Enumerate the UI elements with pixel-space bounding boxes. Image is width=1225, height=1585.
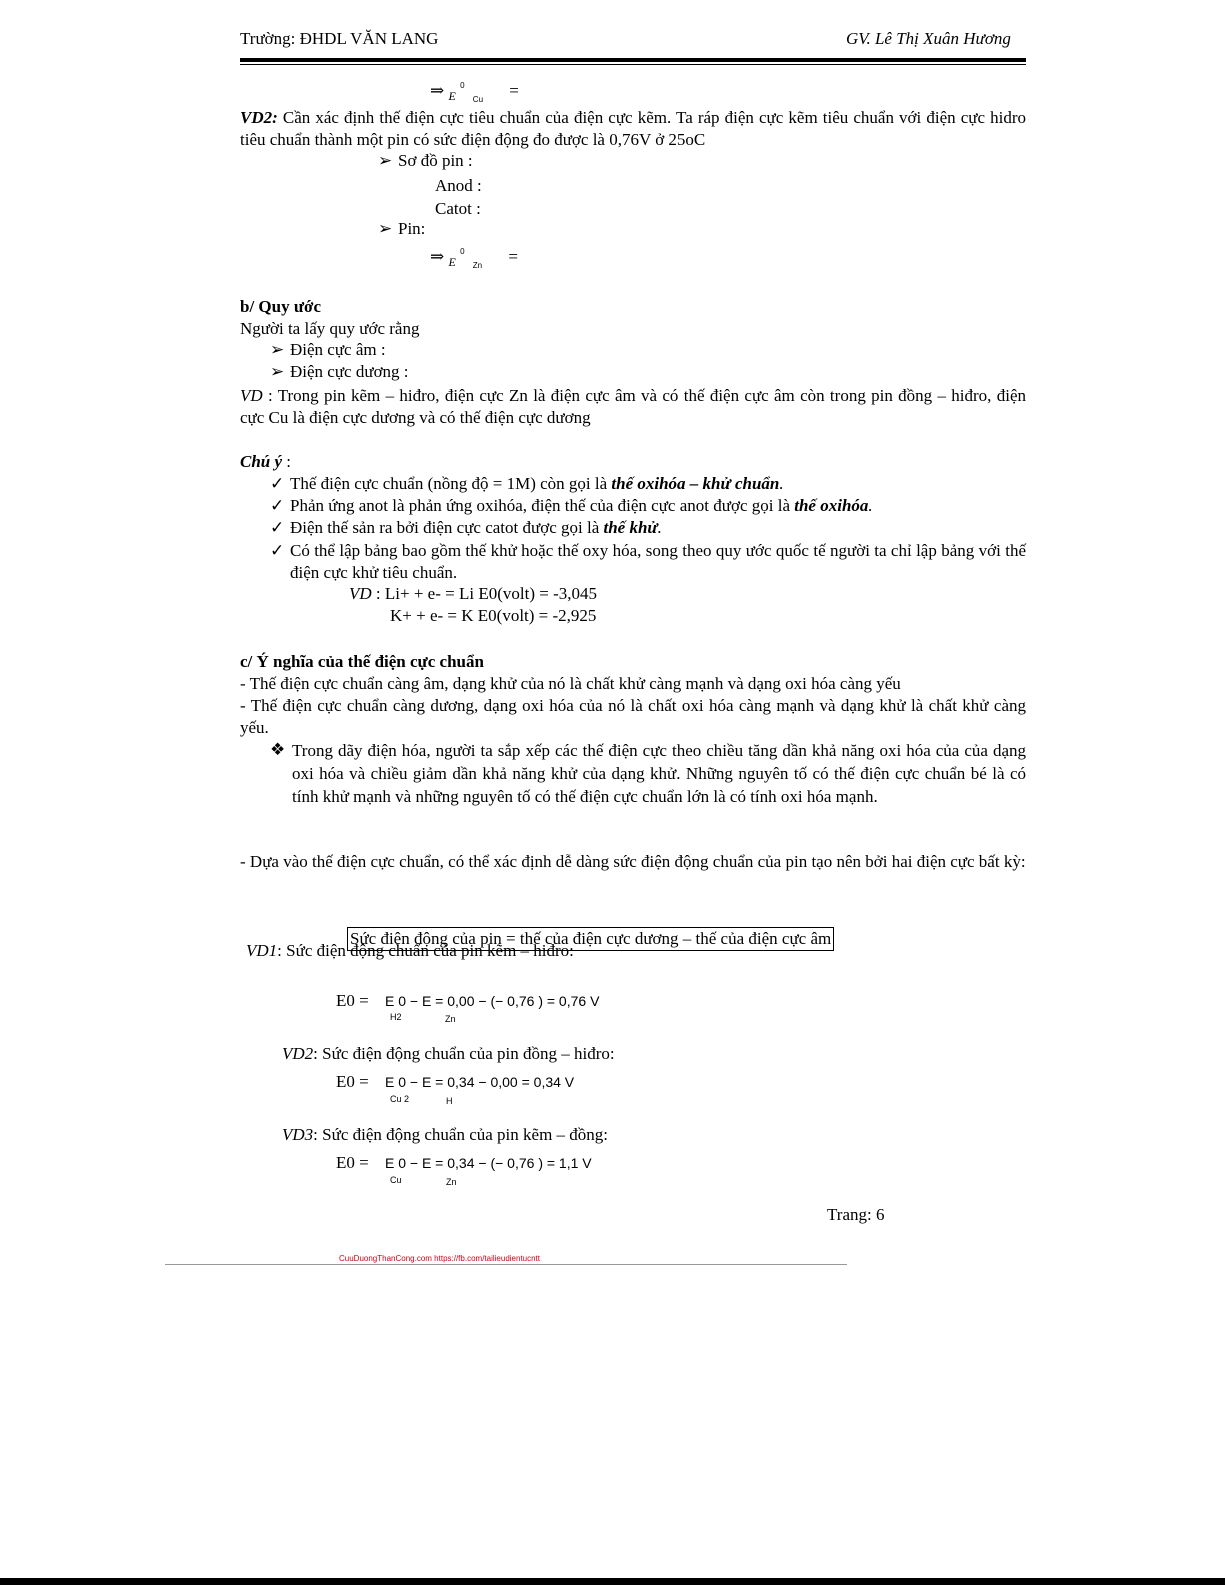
vd2-example-label: VD2 <box>282 1044 314 1063</box>
implies-arrow: ⇒ <box>430 247 445 266</box>
note-item-1-emph: thế oxihóa – khử chuẩn <box>611 474 780 493</box>
note-item-1-end: . <box>779 474 784 493</box>
pin-item <box>378 218 425 240</box>
pos-electrode-label: Điện cực dương : <box>290 362 409 381</box>
vd1-line <box>246 940 574 962</box>
diagram-item <box>378 150 473 172</box>
equation-cu <box>430 80 519 105</box>
page-number: Trang: 6 <box>827 1205 885 1224</box>
equation-zn <box>430 246 518 271</box>
check-icon: ✓ <box>270 541 285 560</box>
vd3-line <box>282 1124 608 1146</box>
potassium-reaction: K+ + e- = K E0(volt) = -2,925 <box>390 606 597 625</box>
zn-subscript: Zn <box>472 261 483 270</box>
vd-label: VD <box>240 386 263 405</box>
header-teacher: GV. Lê Thị Xuân Hương <box>846 29 1011 48</box>
section-c-line2: - Thế điện cực chuẩn càng dương, dạng oxi hóa của nó là chất oxi hóa càng mạnh và dạng khử là chất khử càng yếu. <box>240 696 1026 737</box>
eq3 <box>336 1152 592 1174</box>
equals-sign: = <box>508 247 518 266</box>
section-c-line3: - Dựa vào thế điện cực chuẩn, có thể xác định dễ dàng sức điện động chuẩn của pin tạo nên bởi hai điện cực bất kỳ: <box>240 852 1026 871</box>
arrow-bullet-icon: ➢ <box>270 362 285 381</box>
eq3-sub1: Cu <box>390 1175 402 1185</box>
pin-label: Pin: <box>398 219 426 238</box>
footer-divider <box>165 1264 847 1265</box>
section-c-title: c/ Ý nghĩa của thế điện cực chuẩn <box>240 652 484 671</box>
eq2 <box>336 1071 574 1093</box>
emf-formula-box: Sức điện động của pin = thế của điện cực dương – thế của điện cực âm <box>347 927 834 951</box>
vd2-label: VD2: <box>240 108 278 127</box>
eq2-lhs: E0 = <box>336 1072 369 1091</box>
section-b-title: b/ Quy ước <box>240 297 322 316</box>
note-item-2-text: Phản ứng anot là phản ứng oxihóa, điện thế của điện cực anot được gọi là <box>290 496 795 515</box>
vd3-label: VD3 <box>282 1125 314 1144</box>
eq3-main: E 0 − E = 0,34 − (− 0,76 ) = 1,1 V <box>384 1155 592 1171</box>
section-c-bullet <box>270 739 1026 808</box>
arrow-bullet-icon: ➢ <box>378 219 393 238</box>
note-title: Chú ý <box>240 452 283 471</box>
section-c-bullet-text: Trong dãy điện hóa, người ta sắp xếp các thế điện cực theo chiều tăng dần khả năng oxi hóa của của dạng oxi hóa và chiều giảm dần khả năng khử của dạng khử. Những nguyên tố có thế điện cực chuẩn bé là có tính khử mạnh và những nguyên tố có thế điện cực chuẩn lớn là có tính oxi hóa mạnh. <box>292 741 1026 806</box>
neg-electrode-item <box>270 339 386 361</box>
note-example-1 <box>349 583 597 605</box>
arrow-bullet-icon: ➢ <box>270 340 285 359</box>
bottom-border <box>0 1578 1225 1585</box>
header-rule-thick <box>240 58 1026 62</box>
note-item-1-text: Thế điện cực chuẩn (nồng độ = 1M) còn gọi là <box>290 474 612 493</box>
e-superscript: 0 <box>460 247 465 256</box>
note-item-3-end: . <box>657 518 662 537</box>
check-icon: ✓ <box>270 496 285 515</box>
eq1-sub2: Zn <box>445 1014 456 1024</box>
vd1-label: VD1 <box>246 941 278 960</box>
section-b-intro: Người ta lấy quy ước rằng <box>240 319 420 338</box>
eq2-sub2: H <box>446 1096 453 1106</box>
note-item-1 <box>270 473 784 495</box>
vd-label: VD <box>349 584 372 603</box>
note-item-3 <box>270 517 662 539</box>
note-item-3-text: Điện thế sản ra bởi điện cực catot được gọi là <box>290 518 604 537</box>
vd2-example-text: : Sức điện động chuẩn của pin đồng – hiđro: <box>313 1044 615 1063</box>
pos-electrode-item <box>270 361 409 383</box>
note-item-2-emph: thế oxihóa <box>794 496 869 515</box>
vd2-text: Cần xác định thế điện cực tiêu chuẩn của điện cực kẽm. Ta ráp điện cực kẽm tiêu chuẩn với điện cực hidro tiêu chuẩn thành một pin có sức điện động đo được là 0,76V ở 25oC <box>240 108 1026 149</box>
implies-arrow: ⇒ <box>430 81 445 100</box>
eq1-lhs: E0 = <box>336 991 369 1010</box>
note-item-2 <box>270 495 873 517</box>
check-icon: ✓ <box>270 474 285 493</box>
equals-sign: = <box>509 81 519 100</box>
note-colon: : <box>282 452 292 471</box>
vd2-paragraph <box>240 107 1026 151</box>
eq1-main: E 0 − E = 0,00 − (− 0,76 ) = 0,76 V <box>384 993 600 1009</box>
note-title-line <box>240 451 291 473</box>
section-b-example <box>240 385 1026 429</box>
eq1-sub1: H2 <box>390 1012 402 1022</box>
e-symbol: E <box>448 89 456 103</box>
vd3-text: : Sức điện động chuẩn của pin kẽm – đồng: <box>313 1125 609 1144</box>
anod-label: Anod : <box>435 176 482 195</box>
note-item-2-end: . <box>868 496 873 515</box>
e-symbol: E <box>448 255 456 269</box>
footer-link[interactable]: CuuDuongThanCong.com https://fb.com/tailieudientucntt <box>339 1254 541 1263</box>
vd2-line <box>282 1043 615 1065</box>
arrow-bullet-icon: ➢ <box>378 151 393 170</box>
header-school: Trường: ĐHDL VĂN LANG <box>240 29 439 48</box>
vd-text: : Trong pin kẽm – hiđro, điện cực Zn là điện cực âm và có thế điện cực âm còn trong pin đồng – hiđro, điện cực Cu là điện cực dương và có thế điện cực dương <box>240 386 1026 427</box>
eq2-sub1: Cu 2 <box>390 1094 410 1104</box>
note-item-4-text: Có thể lập bảng bao gồm thế khử hoặc thế oxy hóa, song theo quy ước quốc tế người ta chỉ lập bảng với thế điện cực khử tiêu chuẩn. <box>290 541 1026 582</box>
diamond-bullet-icon: ❖ <box>270 740 286 759</box>
diagram-label: Sơ đồ pin : <box>398 151 473 170</box>
cu-subscript: Cu <box>472 95 484 104</box>
eq1 <box>336 990 599 1012</box>
neg-electrode-label: Điện cực âm : <box>290 340 386 359</box>
eq2-main: E 0 − E = 0,34 − 0,00 = 0,34 V <box>384 1074 575 1090</box>
eq3-sub2: Zn <box>446 1177 457 1187</box>
vd1-text: : Sức điện động chuẩn của pin kẽm – hiđro: <box>277 941 574 960</box>
section-c-line1: - Thế điện cực chuẩn càng âm, dạng khử của nó là chất khử càng mạnh và dạng oxi hóa càng yếu <box>240 674 901 693</box>
catot-label: Catot : <box>435 199 481 218</box>
eq3-lhs: E0 = <box>336 1153 369 1172</box>
note-item-4 <box>270 540 1026 584</box>
lithium-reaction: : Li+ + e- = Li E0(volt) = -3,045 <box>371 584 597 603</box>
check-icon: ✓ <box>270 518 285 537</box>
note-item-3-emph: thế khử <box>603 518 658 537</box>
e-superscript: 0 <box>460 81 465 90</box>
header-rule-thin <box>240 64 1026 65</box>
